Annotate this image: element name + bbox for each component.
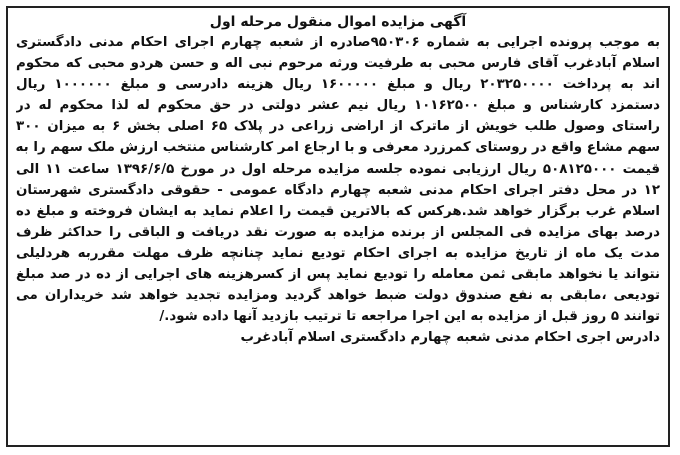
notice-line: سهم مشاع واقع در روستای کمرزرد معرفی و با ارجاع امر کارشناس منتخب ارزش ملک سهم را به [16,140,660,156]
notice-body [16,32,660,327]
notice-line: اسلام آبادغرب آقای فارس محبی به طرفیت ورثه مرحوم نبی اله و حسن هردو محبی که محکوم [16,56,660,72]
notice-line: توانند ۵ روز قبل از مزایده به این اجرا مراجعه تا ترتیب بازدید آنها داده شود./ [159,309,660,325]
notice-line: درصد بهای مزایده فی المجلس از برنده مزایده به صورت نقد دریافت و الباقی را حداکثر ظرف [16,224,660,240]
notice-line: نتواند یا نخواهد مابقی ثمن معامله را تودیع نماید پس از کسرهزینه های اجرایی از ده در صد مبلغ [16,267,660,283]
notice-line: دستمزد کارشناس و مبلغ ۱۰۱۶۲۵۰۰ ریال نیم عشر دولتی در حق محکوم له لذا محکوم له در [16,98,660,114]
notice-line: راستای وصول طلب خویش از ماترک از اراضی زراعی در پلاک ۶۵ اصلی بخش ۶ به میزان ۳۰۰ [16,119,660,135]
notice-line: اند به پرداخت ۲۰۳۲۵۰۰۰۰ ریال و مبلغ ۱۶۰۰۰۰۰ ریال هزینه دادرسی و مبلغ ۱۰۰۰۰۰۰ ریال [16,77,660,93]
notice-line: به موجب پرونده اجرایی به شماره ۹۵۰۳۰۶صادره از شعبه چهارم اجرای احکام مدنی دادگستری [16,35,660,50]
notice-title: آگهی مزایده اموال منقول مرحله اول [209,14,467,30]
notice-line: اسلام غرب برگزار خواهد شد.هرکس که بالاترین قیمت را اعلام نماید به ایشان فروخته و مبلغ ده [16,203,660,219]
notice-signature: دادرس اجری احکام مدنی شعبه چهارم دادگستری اسلام آبادغرب [240,330,660,346]
auction-notice [6,6,670,447]
notice-line: قیمت ۵۰۸۱۲۵۰۰۰ ریال ارزیابی نموده جلسه مزایده مرحله اول در مورخ ۱۳۹۶/۶/۵ ساعت ۱۱ الی [16,161,660,177]
notice-line: ۱۲ در محل دفتر اجرای احکام مدنی شعبه چهارم دادگاه عمومی - حقوقی دادگستری شهرستان [16,182,660,198]
notice-line: مدت یک ماه از تاریخ مزایده به اجرای احکام تودیع نماید چنانچه ظرف مهلت مقرربه هردلیلی [16,245,660,261]
notice-line: تودیعی ،مابقی به نفع صندوق دولت ضبط خواهد گردید ومزایده تجدید خواهد شد خریداران می [16,288,660,304]
